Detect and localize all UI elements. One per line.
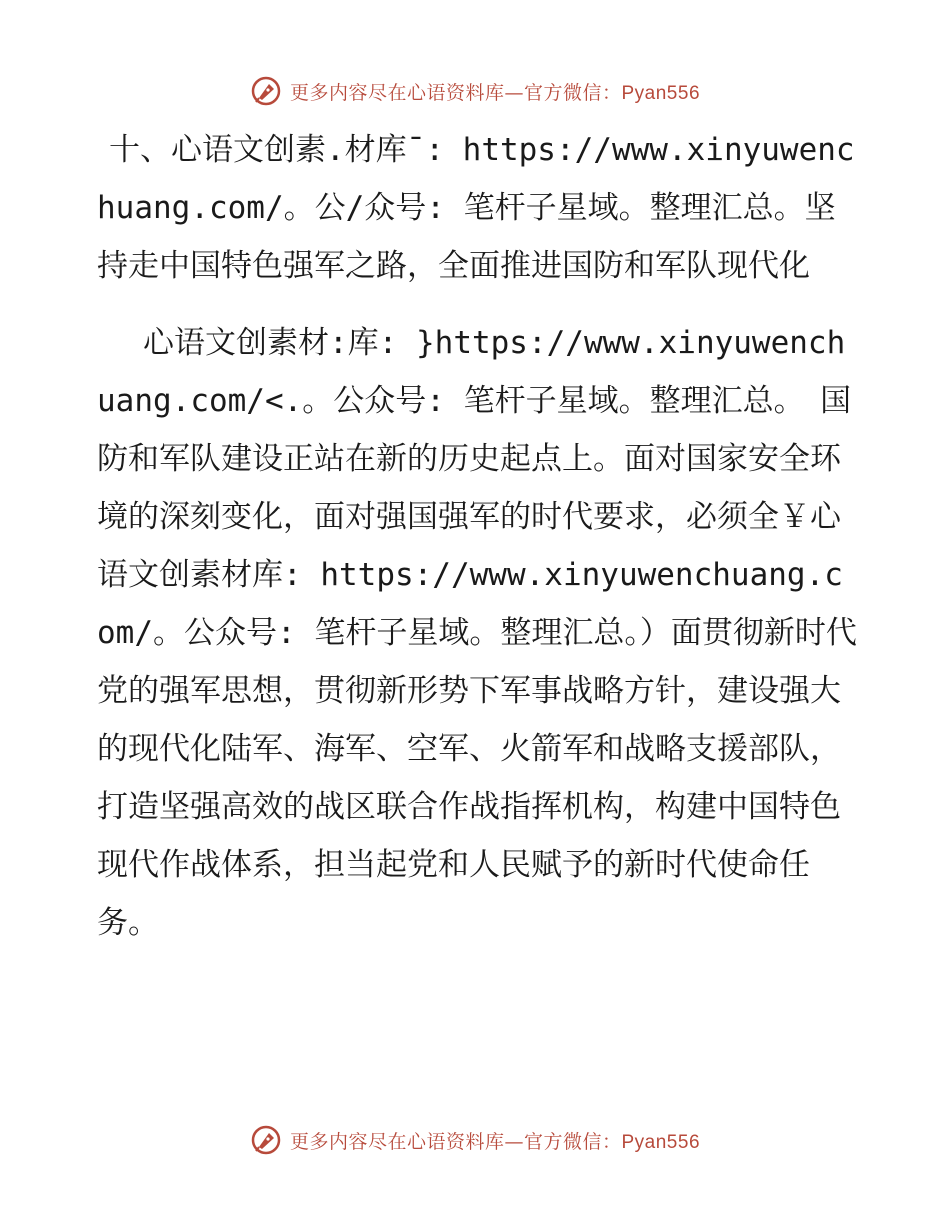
- footer-banner-text: 更多内容尽在心语资料库—官方微信：: [289, 1130, 622, 1153]
- footer-banner: [0, 1120, 950, 1160]
- header-banner: [0, 71, 950, 111]
- footer-banner-wechat-id: Pyan556: [621, 1131, 701, 1153]
- pen-nib-logo-icon: [250, 1124, 282, 1156]
- paragraph-1: 十、心语文创素.材库¯: https://www.xinyuwenchuang.com/。公/众号: 笔杆子星域。整理汇总。坚持走中国特色强军之路，全面推进国防和军队现代化: [97, 132, 855, 284]
- header-banner-text: 更多内容尽在心语资料库—官方微信：: [289, 81, 622, 104]
- document-body: [97, 121, 857, 952]
- paragraph-2: 心语文创素材:库: }https://www.xinyuwenchuang.com/<.。公众号: 笔杆子星域。整理汇总。 国防和军队建设正站在新的历史起点上。面对国家安全环境的深刻变化，面对强国强军的时代要求，必须全￥心语文创素材库: https://www.xinyuwenchuang.com/。公众号: 笔杆子星域。整理汇总。）面贯彻新时代党的强军思想，贯彻新形势下军事战略方针，建设强大的现代化陆军、海军、空军、火箭军和战略支援部队，打造坚强高效的战区联合作战指挥机构，构建中国特色现代作战体系，担当起党和人民赋予的新时代使命任务。: [97, 325, 857, 941]
- pen-nib-logo-icon: [250, 75, 282, 107]
- header-banner-wechat-id: Pyan556: [621, 82, 701, 104]
